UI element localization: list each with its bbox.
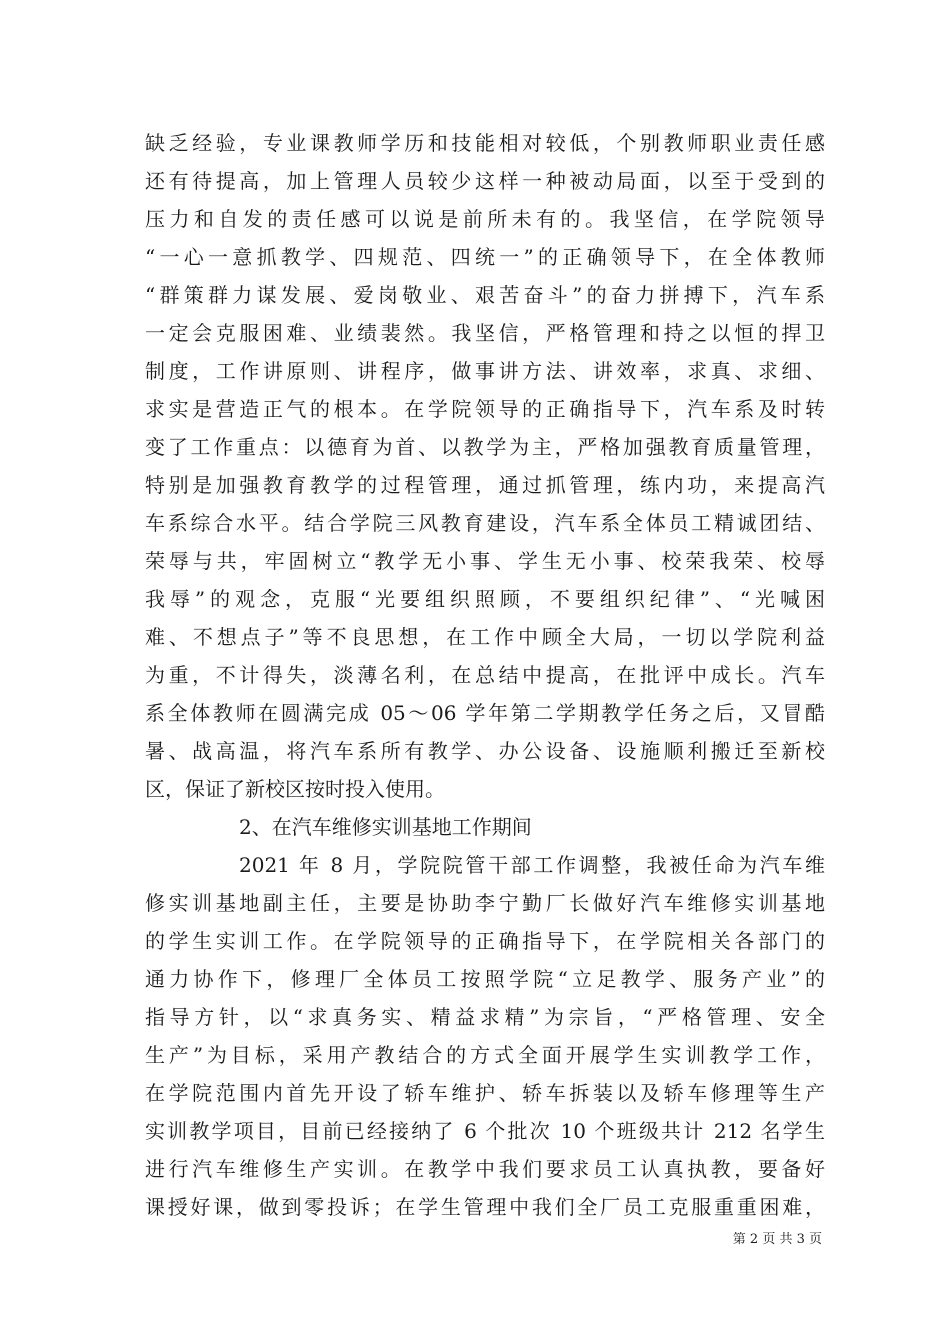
text-line: 还有待提高，加上管理人员较少这样一种被动局面，以至于受到的: [145, 169, 825, 193]
document-body: [145, 124, 825, 1226]
page-number: 第 2 页 共 3 页: [732, 1232, 822, 1247]
text-line: 缺乏经验，专业课教师学历和技能相对较低，个别教师职业责任感: [145, 131, 825, 155]
text-line: 2021 年 8 月，学院院管干部工作调整，我被任命为汽车维: [239, 853, 825, 877]
text-line: 区，保证了新校区按时投入使用。: [145, 777, 445, 801]
text-line: 一定会克服困难、业绩裴然。我坚信，严格管理和持之以恒的捍卫: [145, 321, 825, 345]
text-line: 难、不想点子”等不良思想，在工作中顾全大局，一切以学院利益: [145, 625, 825, 649]
text-line: 修实训基地副主任，主要是协助李宁勤厂长做好汽车维修实训基地: [145, 891, 825, 915]
text-line: 荣辱与共，牢固树立“教学无小事、学生无小事、校荣我荣、校辱: [145, 549, 825, 573]
text-line: 系全体教师在圆满完成 05～06 学年第二学期教学任务之后，又冒酷: [145, 701, 825, 725]
text-line: 在学院范围内首先开设了轿车维护、轿车拆装以及轿车修理等生产: [145, 1081, 825, 1105]
text-line: 求实是营造正气的根本。在学院领导的正确指导下，汽车系及时转: [145, 397, 825, 421]
text-line: 暑、战高温，将汽车系所有教学、办公设备、设施顺利搬迁至新校: [145, 739, 825, 763]
text-line: 特别是加强教育教学的过程管理，通过抓管理，练内功，来提高汽: [145, 473, 825, 497]
text-line: 压力和自发的责任感可以说是前所未有的。我坚信，在学院领导: [145, 207, 825, 231]
text-line: “群策群力谋发展、爱岗敬业、艰苦奋斗”的奋力拼搏下，汽车系: [145, 283, 825, 307]
text-line: 我辱”的观念，克服“光要组织照顾，不要组织纪律”、“光喊困: [145, 587, 825, 611]
text-line: 车系综合水平。结合学院三风教育建设，汽车系全体员工精诚团结、: [145, 511, 825, 535]
text-line: 通力协作下，修理厂全体员工按照学院“立足教学、服务产业”的: [145, 967, 825, 991]
text-line: “一心一意抓教学、四规范、四统一”的正确领导下，在全体教师: [145, 245, 825, 269]
text-line: 实训教学项目，目前已经接纳了 6 个批次 10 个班级共计 212 名学生: [145, 1119, 825, 1143]
text-line: 变了工作重点：以德育为首、以教学为主，严格加强教育质量管理，: [145, 435, 825, 459]
text-line: 进行汽车维修生产实训。在教学中我们要求员工认真执教，要备好: [145, 1157, 825, 1181]
text-line: 制度，工作讲原则、讲程序，做事讲方法、讲效率，求真、求细、: [145, 359, 825, 383]
section-heading: 2、在汽车维修实训基地工作期间: [239, 815, 532, 839]
text-line: 为重，不计得失，淡薄名利，在总结中提高，在批评中成长。汽车: [145, 663, 825, 687]
text-line: 生产”为目标，采用产教结合的方式全面开展学生实训教学工作，: [145, 1043, 825, 1067]
text-line: 的学生实训工作。在学院领导的正确指导下，在学院相关各部门的: [145, 929, 825, 953]
text-line: 课授好课，做到零投诉；在学生管理中我们全厂员工克服重重困难，: [145, 1195, 825, 1219]
text-line: 指导方针，以“求真务实、精益求精”为宗旨，“严格管理、安全: [145, 1005, 825, 1029]
